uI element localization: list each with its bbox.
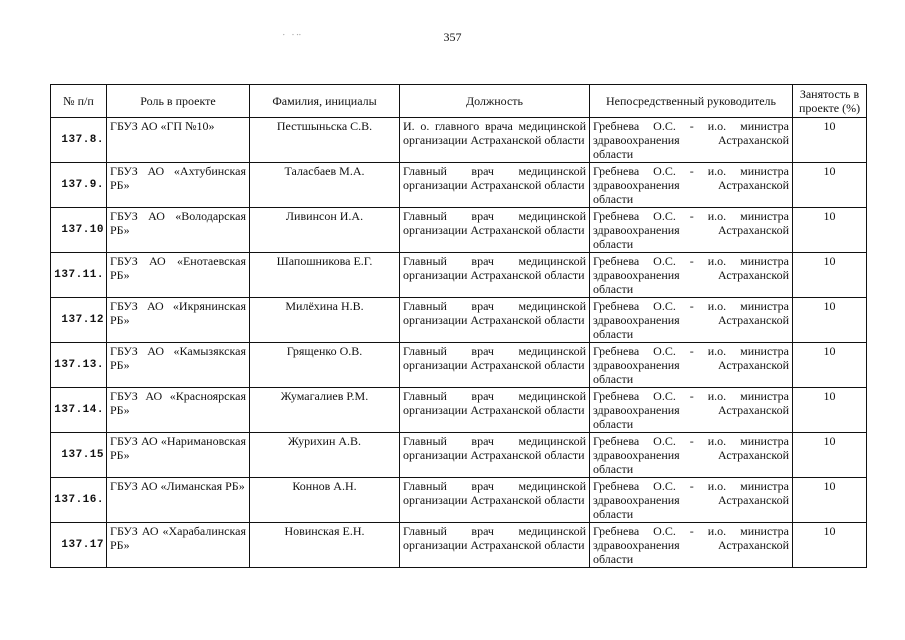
row-position: Главный врач медицинской организации Астраханской области — [400, 523, 590, 568]
row-position: И. о. главного врача медицинской организации Астраханской области — [400, 118, 590, 163]
row-number-text: 137.16. — [54, 494, 104, 506]
row-position: Главный врач медицинской организации Астраханской области — [400, 163, 590, 208]
row-load: 10 — [793, 523, 867, 568]
row-number-text: 137.17 — [61, 539, 104, 551]
table-row — [51, 478, 867, 523]
header-num: № п/п — [51, 85, 107, 118]
project-staff-table — [50, 84, 867, 568]
row-position: Главный врач медицинской организации Астраханской области — [400, 388, 590, 433]
row-load: 10 — [793, 433, 867, 478]
row-number — [51, 253, 107, 298]
table-row — [51, 343, 867, 388]
row-load: 10 — [793, 253, 867, 298]
table-row — [51, 433, 867, 478]
row-role: ГБУЗ АО «Лиманская РБ» — [107, 478, 250, 523]
table-row — [51, 298, 867, 343]
table-header-row — [51, 85, 867, 118]
row-fio: Коннов А.Н. — [250, 478, 400, 523]
row-fio: Новинская Е.Н. — [250, 523, 400, 568]
header-role: Роль в проекте — [107, 85, 250, 118]
row-supervisor: Гребнева О.С. - и.о. министра здравоохранения Астраханской области — [590, 298, 793, 343]
row-load: 10 — [793, 118, 867, 163]
row-load: 10 — [793, 388, 867, 433]
row-number-text: 137.13. — [54, 359, 104, 371]
header-load: Занятость в проекте (%) — [793, 85, 867, 118]
table-row — [51, 118, 867, 163]
row-role: ГБУЗ АО «Ахтубинская РБ» — [107, 163, 250, 208]
row-position: Главный врач медицинской организации Астраханской области — [400, 298, 590, 343]
row-role: ГБУЗ АО «ГП №10» — [107, 118, 250, 163]
row-fio: Ливинсон И.А. — [250, 208, 400, 253]
row-number-text: 137.11. — [54, 269, 104, 281]
row-number — [51, 118, 107, 163]
row-supervisor: Гребнева О.С. - и.о. министра здравоохранения Астраханской области — [590, 478, 793, 523]
table-row — [51, 388, 867, 433]
row-number-text: 137.10 — [61, 224, 104, 236]
row-role: ГБУЗ АО «Наримановская РБ» — [107, 433, 250, 478]
row-supervisor: Гребнева О.С. - и.о. министра здравоохранения Астраханской области — [590, 523, 793, 568]
header-position: Должность — [400, 85, 590, 118]
row-fio: Милёхина Н.В. — [250, 298, 400, 343]
header-supervisor: Непосредственный руководитель — [590, 85, 793, 118]
row-role: ГБУЗ АО «Икрянинская РБ» — [107, 298, 250, 343]
row-number-text: 137.15 — [61, 449, 104, 461]
row-number — [51, 523, 107, 568]
table-row — [51, 253, 867, 298]
row-load: 10 — [793, 298, 867, 343]
row-number — [51, 343, 107, 388]
row-number — [51, 298, 107, 343]
row-role: ГБУЗ АО «Красноярская РБ» — [107, 388, 250, 433]
scan-artifact: ⠂⠐⠒ — [282, 31, 303, 40]
row-position: Главный врач медицинской организации Астраханской области — [400, 478, 590, 523]
row-position: Главный врач медицинской организации Астраханской области — [400, 433, 590, 478]
row-fio: Шапошникова Е.Г. — [250, 253, 400, 298]
row-number — [51, 163, 107, 208]
row-fio: Жумагалиев Р.М. — [250, 388, 400, 433]
row-number — [51, 433, 107, 478]
row-supervisor: Гребнева О.С. - и.о. министра здравоохранения Астраханской области — [590, 163, 793, 208]
page-number: 357 — [443, 30, 462, 44]
row-load: 10 — [793, 343, 867, 388]
row-supervisor: Гребнева О.С. - и.о. министра здравоохранения Астраханской области — [590, 118, 793, 163]
row-position: Главный врач медицинской организации Астраханской области — [400, 208, 590, 253]
table-row — [51, 208, 867, 253]
row-supervisor: Гребнева О.С. - и.о. министра здравоохранения Астраханской области — [590, 388, 793, 433]
row-role: ГБУЗ АО «Енотаевская РБ» — [107, 253, 250, 298]
row-load: 10 — [793, 208, 867, 253]
row-number — [51, 478, 107, 523]
row-role: ГБУЗ АО «Харабалинская РБ» — [107, 523, 250, 568]
row-number — [51, 388, 107, 433]
row-number-text: 137.14. — [54, 404, 104, 416]
row-number-text: 137.8. — [61, 134, 104, 146]
row-number-text: 137.9. — [61, 179, 104, 191]
row-position: Главный врач медицинской организации Астраханской области — [400, 343, 590, 388]
row-fio: Грященко О.В. — [250, 343, 400, 388]
row-role: ГБУЗ АО «Камызякская РБ» — [107, 343, 250, 388]
row-number — [51, 208, 107, 253]
row-fio: Таласбаев М.А. — [250, 163, 400, 208]
row-number-text: 137.12 — [61, 314, 104, 326]
row-supervisor: Гребнева О.С. - и.о. министра здравоохранения Астраханской области — [590, 253, 793, 298]
table-row — [51, 523, 867, 568]
header-fio: Фамилия, инициалы — [250, 85, 400, 118]
row-position: Главный врач медицинской организации Астраханской области — [400, 253, 590, 298]
row-supervisor: Гребнева О.С. - и.о. министра здравоохранения Астраханской области — [590, 208, 793, 253]
row-load: 10 — [793, 163, 867, 208]
row-load: 10 — [793, 478, 867, 523]
row-fio: Пестшыньска С.В. — [250, 118, 400, 163]
row-fio: Журихин А.В. — [250, 433, 400, 478]
row-supervisor: Гребнева О.С. - и.о. министра здравоохранения Астраханской области — [590, 433, 793, 478]
row-role: ГБУЗ АО «Володарская РБ» — [107, 208, 250, 253]
row-supervisor: Гребнева О.С. - и.о. министра здравоохранения Астраханской области — [590, 343, 793, 388]
table-row — [51, 163, 867, 208]
